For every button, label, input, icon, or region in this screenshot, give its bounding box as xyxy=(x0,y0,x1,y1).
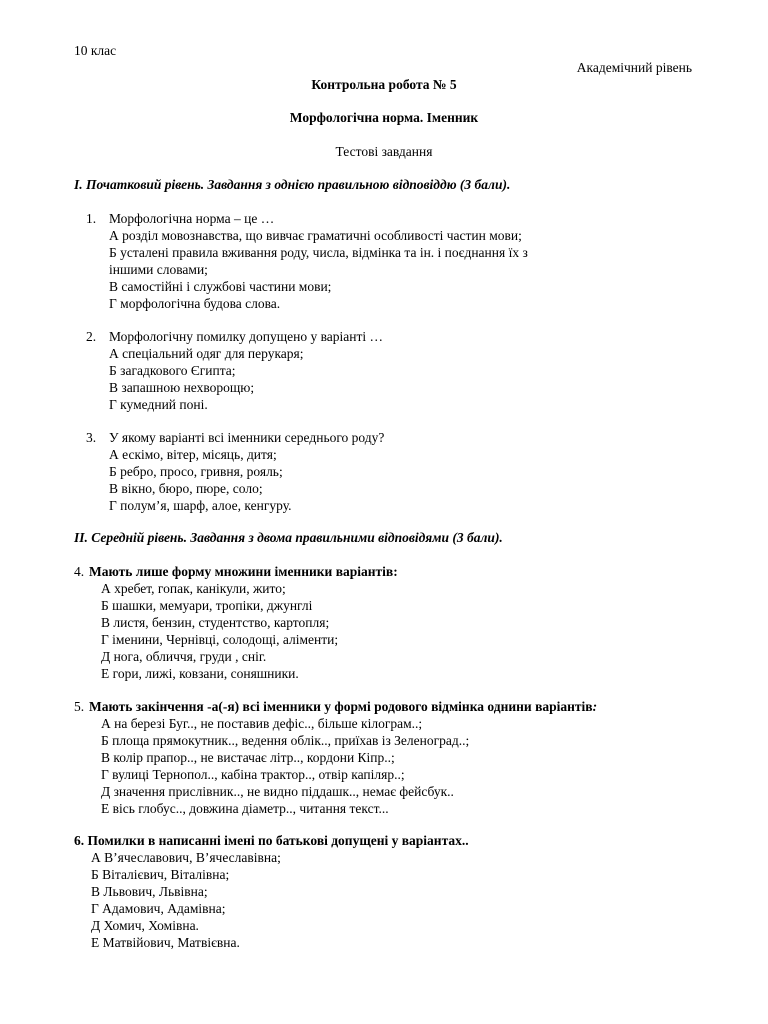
tests-label: Тестові завдання xyxy=(335,144,433,159)
question-1-option-b-cont: іншими словами; xyxy=(109,262,208,277)
question-6-option-a: А В’ячеславович, В’ячеславівна; xyxy=(91,850,281,865)
question-4-number: 4. xyxy=(74,564,85,579)
question-3-option-c: В вікно, бюро, пюре, соло; xyxy=(109,481,263,496)
question-2-option-d: Г кумедний поні. xyxy=(109,397,208,412)
question-5-option-b: Б площа прямокутник.., ведення облік.., приїхав із Зеленоград..; xyxy=(101,733,470,748)
question-2-option-c: В запашною нехворощю; xyxy=(109,380,255,395)
question-5-option-d: Г вулиці Тернопол.., кабіна трактор.., отвір капіляр..; xyxy=(101,767,405,782)
question-5-heading xyxy=(89,698,597,715)
question-4-option-d: Г іменини, Чернівці, солодощі, аліменти; xyxy=(101,632,339,647)
question-4-option-c: В листя, бензин, студентство, картопля; xyxy=(101,615,330,630)
question-3-option-a: А ескімо, вітер, місяць, дитя; xyxy=(109,447,277,462)
question-1-option-d: Г морфологічна будова слова. xyxy=(109,296,281,311)
question-6-option-e: Д Хомич, Хомівна. xyxy=(91,918,199,933)
question-1-number: 1. xyxy=(86,211,97,226)
question-5-number: 5. xyxy=(74,699,85,714)
level-label: Академічний рівень xyxy=(576,60,692,75)
question-4-option-e: Д нога, обличчя, груди , сніг. xyxy=(101,649,267,664)
section-1-heading: І. Початковий рівень. Завдання з однією правильною відповіддю (3 бали). xyxy=(74,177,511,192)
document-subtitle: Морфологічна норма. Іменник xyxy=(289,110,479,125)
question-5-option-f: Е вісь глобус.., довжина діаметр.., читання текст... xyxy=(101,801,389,816)
question-2-option-a: А спеціальний одяг для перукаря; xyxy=(109,346,304,361)
question-6-option-f: Е Матвійович, Матвієвна. xyxy=(91,935,240,950)
section-2-heading: ІІ. Середній рівень. Завдання з двома правильними відповідями (3 бали). xyxy=(74,530,503,545)
question-3-number: 3. xyxy=(86,430,97,445)
question-2-number: 2. xyxy=(86,329,97,344)
question-3-option-d: Г полум’я, шарф, алое, кенгуру. xyxy=(109,498,292,513)
question-5-colon: : xyxy=(592,699,598,714)
question-4-option-f: Е гори, лижі, ковзани, соняшники. xyxy=(101,666,299,681)
question-4-option-a: А хребет, гопак, канікули, жито; xyxy=(101,581,286,596)
grade-label: 10 клас xyxy=(74,43,117,58)
question-6-option-d: Г Адамович, Адамівна; xyxy=(91,901,226,916)
question-1-option-b: Б усталені правила вживання роду, числа, відмінка та ін. і поєднання їх з xyxy=(109,245,528,260)
question-6-option-c: В Львович, Львівна; xyxy=(91,884,208,899)
question-3-text: У якому варіанті всі іменники середнього роду? xyxy=(109,430,385,445)
document-title: Контрольна робота № 5 xyxy=(311,77,457,92)
question-6-option-b: Б Віталієвич, Віталівна; xyxy=(91,867,230,882)
question-5-option-e: Д значення прислівник.., не видно піддашк.., немає фейсбук.. xyxy=(101,784,454,799)
question-2-option-b: Б загадкового Єгипта; xyxy=(109,363,236,378)
question-5-text: Мають закінчення -а(-я) всі іменники у формі родового відмінка однини варіантів xyxy=(89,699,593,714)
question-4-option-b: Б шашки, мемуари, тропіки, джунглі xyxy=(101,598,313,613)
question-3-option-b: Б ребро, просо, гривня, рояль; xyxy=(109,464,283,479)
question-1-text: Морфологічна норма – це … xyxy=(109,211,275,226)
question-5-option-c: В колір прапор.., не вистачає літр.., кордони Кіпр..; xyxy=(101,750,395,765)
question-6-text: 6. Помилки в написанні імені по батькові допущені у варіантах.. xyxy=(74,833,469,848)
question-5-option-a: А на березі Буг.., не поставив дефіс.., більше кілограм..; xyxy=(101,716,423,731)
question-4-text: Мають лише форму множини іменники варіантів: xyxy=(89,564,398,579)
question-1-option-a: А розділ мовознавства, що вивчає граматичні особливості частин мови; xyxy=(109,228,522,243)
question-1-option-c: В самостійні і службові частини мови; xyxy=(109,279,332,294)
question-2-text: Морфологічну помилку допущено у варіанті … xyxy=(109,329,384,344)
